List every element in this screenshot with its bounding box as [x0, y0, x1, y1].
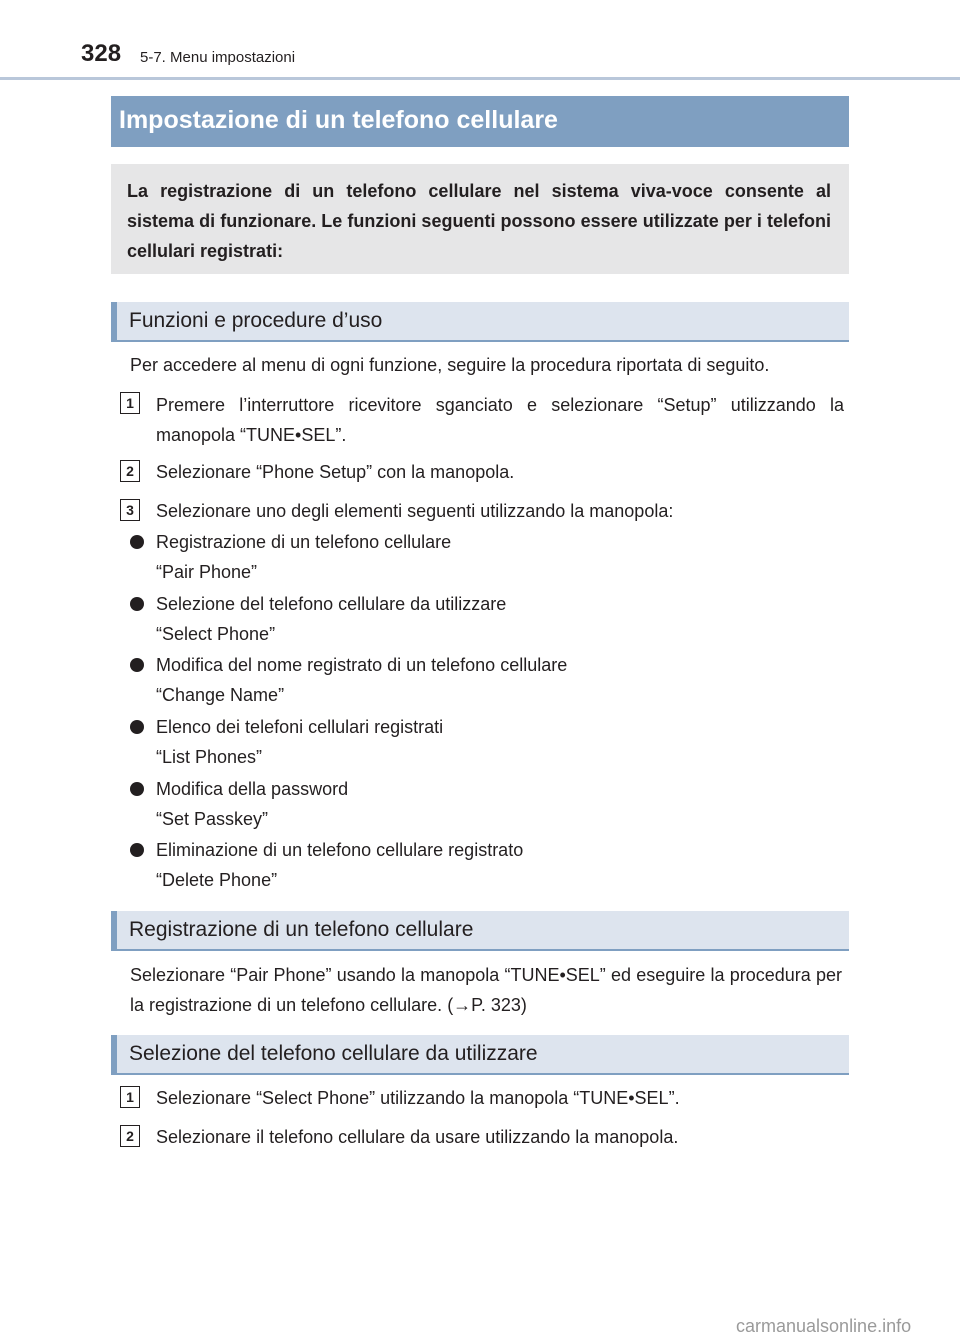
section-heading-functions [111, 302, 849, 342]
step-text: Selezionare “Select Phone” utilizzando la manopola “TUNE•SEL”. [156, 1088, 680, 1108]
list-item-option: “Select Phone” [156, 624, 276, 644]
intro-box [111, 164, 849, 274]
intro-text: La registrazione di un telefono cellulare nel sistema viva-voce consente al sistema di funzionare. Le funzioni seguenti possono essere utilizzate per i telefoni cellulari registrati: [127, 181, 831, 261]
section-heading-pairing [111, 911, 849, 951]
bullet-icon [130, 658, 144, 672]
list-item-label: Elenco dei telefoni cellulari registrati [156, 717, 444, 737]
title-bar [111, 96, 849, 147]
step-number: 1 [120, 1086, 140, 1108]
step-number: 2 [120, 460, 140, 482]
list-item-label: Modifica della password [156, 779, 349, 799]
list-item-label: Modifica del nome registrato di un telefono cellulare [156, 655, 568, 675]
step-text: Selezionare il telefono cellulare da usare utilizzando la manopola. [156, 1127, 679, 1147]
bullet-icon [130, 597, 144, 611]
section-intro: Per accedere al menu di ogni funzione, seguire la procedura riportata di seguito. [130, 355, 770, 375]
list-item-option: “Change Name” [156, 685, 285, 705]
header-divider [0, 77, 960, 80]
page-title: Impostazione di un telefono cellulare [119, 106, 558, 134]
section-paragraph: Selezionare “Pair Phone” usando la manopola “TUNE•SEL” ed eseguire la procedura per la registrazione di un telefono cellulare. (→P. 323) [130, 965, 842, 1015]
section-heading-select-phone [111, 1035, 849, 1075]
section-reference: 5-7. Menu impostazioni [140, 49, 296, 66]
list-item-label: Registrazione di un telefono cellulare [156, 532, 452, 552]
bullet-icon [130, 843, 144, 857]
section-heading-text: Funzioni e procedure d’uso [129, 309, 383, 332]
list-item-option: “Pair Phone” [156, 562, 258, 582]
bullet-icon [130, 720, 144, 734]
step-number: 3 [120, 499, 140, 521]
step-number: 2 [120, 1125, 140, 1147]
watermark: carmanualsonline.info [736, 1316, 912, 1336]
list-item-option: “Delete Phone” [156, 870, 278, 890]
step-text: Selezionare “Phone Setup” con la manopola. [156, 462, 515, 482]
section-heading-text: Selezione del telefono cellulare da utilizzare [129, 1042, 538, 1065]
step-number: 1 [120, 392, 140, 414]
list-item-option: “Set Passkey” [156, 809, 269, 829]
step-text: Selezionare uno degli elementi seguenti utilizzando la manopola: [156, 501, 674, 521]
list-item [156, 589, 836, 649]
list-item-option: “List Phones” [156, 747, 263, 767]
section-heading-text: Registrazione di un telefono cellulare [129, 918, 474, 941]
list-item-label: Eliminazione di un telefono cellulare registrato [156, 840, 524, 860]
page-number: 328 [81, 40, 122, 67]
list-item-label: Selezione del telefono cellulare da utilizzare [156, 594, 507, 614]
list-item [156, 774, 836, 834]
list-item [156, 712, 836, 772]
list-item [156, 835, 836, 895]
step-text: Premere l’interruttore ricevitore sganciato e selezionare “Setup” utilizzando la manopola “TUNE•SEL”. [156, 395, 844, 445]
list-item [156, 650, 836, 710]
page-header [0, 0, 960, 80]
bullet-icon [130, 782, 144, 796]
list-item [156, 527, 836, 587]
bullet-icon [130, 535, 144, 549]
